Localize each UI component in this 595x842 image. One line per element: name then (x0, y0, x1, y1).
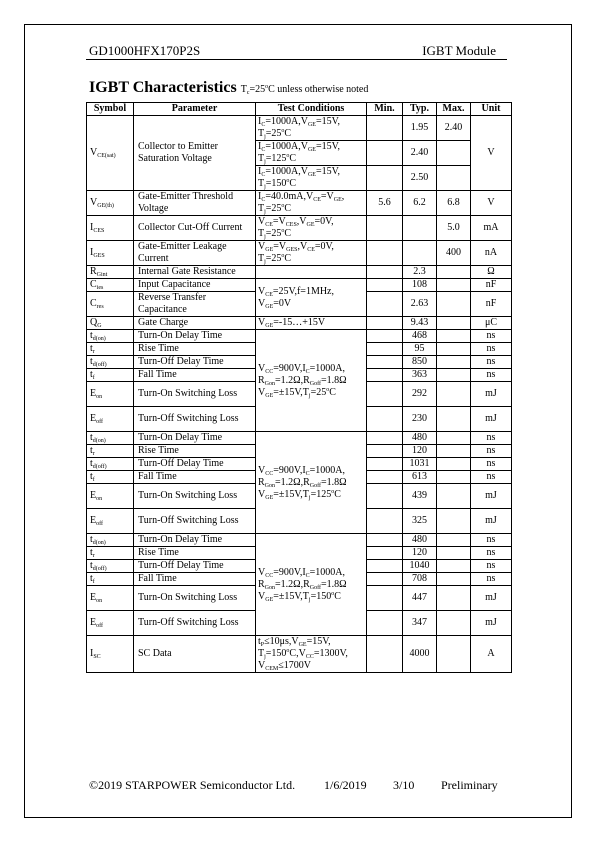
page-header (89, 43, 496, 59)
igbt-characteristics-table (86, 102, 512, 673)
unit-cell: mJ (471, 407, 512, 432)
footer-date: 1/6/2019 (324, 778, 367, 792)
switching-group-150c (87, 534, 512, 636)
unit-cell: ns (471, 445, 512, 458)
unit-cell: mA (471, 216, 512, 241)
symbol-cell: $t_r$ (87, 445, 134, 458)
unit-cell: mJ (471, 611, 512, 636)
min-cell (367, 407, 403, 432)
condition-cell: $V_{CE}=25V,f=1MHz$, $V_{GE}=0V$ (256, 279, 367, 317)
min-cell (367, 116, 403, 141)
unit-cell: V (471, 116, 512, 191)
unit-cell: mJ (471, 484, 512, 509)
parameter-cell: Turn-Off Switching Loss (134, 407, 256, 432)
part-number: GD1000HFX170P2S (89, 43, 201, 58)
min-cell (367, 317, 403, 330)
typ-cell: 1040 (403, 560, 437, 573)
parameter-cell: Turn-On Switching Loss (134, 484, 256, 509)
symbol-cell: $t_{d(off)}$ (87, 356, 134, 369)
condition-cell: $V_{CE}=V_{CES},V_{GE}=0V$, $T_j=25^oC$ (256, 216, 367, 241)
footer-copyright: ©2019 STARPOWER Semiconductor Ltd. (89, 778, 296, 792)
min-cell (367, 369, 403, 382)
min-cell (367, 343, 403, 356)
parameter-cell: Internal Gate Resistance (134, 266, 256, 279)
max-cell (437, 586, 471, 611)
condition-cell: $V_{CC}=900V,I_C=1000A$, $R_{Gon}=1.2\Omega,R_{Goff}=1.8\Omega$ $V_{GE}=\pm 15V,T_j=125^oC$ (256, 432, 367, 534)
parameter-cell: Turn-On Switching Loss (134, 382, 256, 407)
max-cell (437, 484, 471, 509)
typ-cell: 325 (403, 509, 437, 534)
min-cell (367, 292, 403, 317)
typ-cell: 480 (403, 432, 437, 445)
min-cell (367, 586, 403, 611)
condition-cell: $I_C=40.0mA,V_{CE}=V_{GE}$, $T_j=25^oC$ (256, 191, 367, 216)
symbol-cell: $C_{ies}$ (87, 279, 134, 292)
unit-cell: ns (471, 471, 512, 484)
min-cell (367, 279, 403, 292)
typ-cell: 292 (403, 382, 437, 407)
typ-cell: 95 (403, 343, 437, 356)
symbol-cell: $E_{off}$ (87, 407, 134, 432)
min-cell (367, 141, 403, 166)
typ-cell: 439 (403, 484, 437, 509)
typ-cell: 850 (403, 356, 437, 369)
condition-cell: $I_C=1000A,V_{GE}=15V$, $T_j=25^oC$ (256, 116, 367, 141)
table-row (87, 636, 512, 673)
typ-cell: 2.3 (403, 266, 437, 279)
typ-cell: 6.2 (403, 191, 437, 216)
switching-group-25c (87, 330, 512, 432)
unit-cell: ns (471, 369, 512, 382)
parameter-cell: Turn-On Delay Time (134, 432, 256, 445)
condition-cell: $I_C=1000A,V_{GE}=15V$, $T_j=125^oC$ (256, 141, 367, 166)
symbol-cell: $R_{Gint}$ (87, 266, 134, 279)
typ-cell: 120 (403, 547, 437, 560)
min-cell (367, 382, 403, 407)
parameter-cell: Turn-On Switching Loss (134, 586, 256, 611)
typ-cell: 2.50 (403, 166, 437, 191)
min-cell (367, 560, 403, 573)
typ-cell: 468 (403, 330, 437, 343)
max-cell (437, 343, 471, 356)
min-cell (367, 458, 403, 471)
table-row (87, 116, 512, 141)
parameter-cell: Turn-On Delay Time (134, 330, 256, 343)
table-row (87, 279, 512, 292)
symbol-cell: $E_{on}$ (87, 484, 134, 509)
typ-cell (403, 241, 437, 266)
symbol-cell: $Q_G$ (87, 317, 134, 330)
condition-cell: $V_{CC}=900V,I_C=1000A$, $R_{Gon}=1.2\Omega,R_{Goff}=1.8\Omega$ $V_{GE}=\pm 15V,T_j=25^oC$ (256, 330, 367, 432)
min-cell (367, 241, 403, 266)
typ-cell: 2.40 (403, 141, 437, 166)
symbol-cell: $I_{CES}$ (87, 216, 134, 241)
parameter-cell: Gate-Emitter Leakage Current (134, 241, 256, 266)
min-cell (367, 509, 403, 534)
condition-cell: $V_{CC}=900V,I_C=1000A$, $R_{Gon}=1.2\Omega,R_{Goff}=1.8\Omega$ $V_{GE}=\pm 15V,T_j=150^oC$ (256, 534, 367, 636)
typ-cell: 613 (403, 471, 437, 484)
symbol-cell: $t_r$ (87, 343, 134, 356)
min-cell (367, 471, 403, 484)
footer-page-number: 3/10 (393, 778, 415, 792)
symbol-cell: $E_{on}$ (87, 382, 134, 407)
section-title (89, 79, 368, 97)
column-header: Typ. (403, 103, 437, 116)
unit-cell: ns (471, 343, 512, 356)
unit-cell: ns (471, 547, 512, 560)
unit-cell: nF (471, 279, 512, 292)
max-cell (437, 382, 471, 407)
min-cell (367, 166, 403, 191)
max-cell (437, 458, 471, 471)
unit-cell: nF (471, 292, 512, 317)
min-cell (367, 636, 403, 673)
symbol-cell: $t_{d(on)}$ (87, 432, 134, 445)
typ-cell: 363 (403, 369, 437, 382)
symbol-cell: $I_{SC}$ (87, 636, 134, 673)
parameter-cell: Rise Time (134, 343, 256, 356)
header-rule (86, 59, 507, 60)
typ-cell: 120 (403, 445, 437, 458)
min-cell (367, 445, 403, 458)
table-row (87, 241, 512, 266)
max-cell (437, 432, 471, 445)
max-cell (437, 471, 471, 484)
typ-cell (403, 216, 437, 241)
parameter-cell: Gate Charge (134, 317, 256, 330)
unit-cell: V (471, 191, 512, 216)
parameter-cell: Input Capacitance (134, 279, 256, 292)
table-header-row (87, 103, 512, 116)
typ-cell: 447 (403, 586, 437, 611)
parameter-cell: Rise Time (134, 547, 256, 560)
max-cell (437, 166, 471, 191)
max-cell: 400 (437, 241, 471, 266)
max-cell: 6.8 (437, 191, 471, 216)
symbol-cell: $E_{off}$ (87, 611, 134, 636)
typ-cell: 108 (403, 279, 437, 292)
max-cell (437, 369, 471, 382)
switching-group-125c (87, 432, 512, 534)
unit-cell: ns (471, 560, 512, 573)
unit-cell: ns (471, 458, 512, 471)
table-row (87, 191, 512, 216)
min-cell (367, 547, 403, 560)
typ-cell: 1031 (403, 458, 437, 471)
document-type: IGBT Module (422, 43, 496, 58)
column-header: Test Conditions (256, 103, 367, 116)
unit-cell: ns (471, 356, 512, 369)
min-cell (367, 484, 403, 509)
max-cell (437, 534, 471, 547)
min-cell (367, 534, 403, 547)
parameter-cell: Fall Time (134, 573, 256, 586)
min-cell (367, 611, 403, 636)
unit-cell: ns (471, 534, 512, 547)
max-cell (437, 356, 471, 369)
max-cell (437, 279, 471, 292)
table-row (87, 432, 512, 445)
condition-cell: $t_P\le 10\mu s,V_{GE}=15V$, $T_j=150^oC,V_{CC}=1300V$, $V_{CEM}\le 1700V$ (256, 636, 367, 673)
table-row (87, 266, 512, 279)
max-cell (437, 547, 471, 560)
parameter-cell: Reverse Transfer Capacitance (134, 292, 256, 317)
max-cell (437, 407, 471, 432)
unit-cell: A (471, 636, 512, 673)
unit-cell: nA (471, 241, 512, 266)
max-cell (437, 445, 471, 458)
symbol-cell: $t_{d(off)}$ (87, 560, 134, 573)
parameter-cell: Turn-Off Delay Time (134, 560, 256, 573)
footer-status: Preliminary (441, 778, 498, 792)
table-row (87, 330, 512, 343)
condition-cell: $I_C=1000A,V_{GE}=15V$, $T_j=150^oC$ (256, 166, 367, 191)
symbol-cell: $t_r$ (87, 547, 134, 560)
min-cell (367, 432, 403, 445)
min-cell (367, 216, 403, 241)
symbol-cell: $V_{CE(sat)}$ (87, 116, 134, 191)
unit-cell: Ω (471, 266, 512, 279)
table-row (87, 534, 512, 547)
symbol-cell: $t_{d(on)}$ (87, 534, 134, 547)
unit-cell: mJ (471, 382, 512, 407)
symbol-cell: $C_{res}$ (87, 292, 134, 317)
parameter-cell: Rise Time (134, 445, 256, 458)
table-row (87, 317, 512, 330)
typ-cell: 480 (403, 534, 437, 547)
symbol-cell: $E_{on}$ (87, 586, 134, 611)
symbol-cell: $t_f$ (87, 471, 134, 484)
max-cell (437, 636, 471, 673)
column-header: Symbol (87, 103, 134, 116)
typ-cell: 2.63 (403, 292, 437, 317)
symbol-cell: $E_{off}$ (87, 509, 134, 534)
table-row (87, 216, 512, 241)
min-cell: 5.6 (367, 191, 403, 216)
min-cell (367, 356, 403, 369)
symbol-cell: $t_{d(on)}$ (87, 330, 134, 343)
column-header: Unit (471, 103, 512, 116)
section-title-text: IGBT Characteristics (89, 79, 237, 96)
symbol-cell: $t_{d(off)}$ (87, 458, 134, 471)
section-title-note: $T_c=25^oC$ unless otherwise noted (240, 84, 369, 96)
column-header: Max. (437, 103, 471, 116)
symbol-cell: $I_{GES}$ (87, 241, 134, 266)
condition-cell (256, 266, 367, 279)
min-cell (367, 330, 403, 343)
parameter-cell: Collector to Emitter Saturation Voltage (134, 116, 256, 191)
typ-cell: 9.43 (403, 317, 437, 330)
column-header: Parameter (134, 103, 256, 116)
parameter-cell: Turn-Off Delay Time (134, 458, 256, 471)
max-cell (437, 292, 471, 317)
parameter-cell: Collector Cut-Off Current (134, 216, 256, 241)
unit-cell: mJ (471, 509, 512, 534)
typ-cell: 4000 (403, 636, 437, 673)
max-cell (437, 560, 471, 573)
typ-cell: 347 (403, 611, 437, 636)
min-cell (367, 573, 403, 586)
unit-cell: μC (471, 317, 512, 330)
unit-cell: ns (471, 330, 512, 343)
max-cell: 5.0 (437, 216, 471, 241)
unit-cell: ns (471, 432, 512, 445)
max-cell (437, 509, 471, 534)
max-cell (437, 141, 471, 166)
parameter-cell: Gate-Emitter Threshold Voltage (134, 191, 256, 216)
column-header: Min. (367, 103, 403, 116)
typ-cell: 708 (403, 573, 437, 586)
symbol-cell: $t_f$ (87, 573, 134, 586)
parameter-cell: Fall Time (134, 471, 256, 484)
symbol-cell: $V_{GE(th)}$ (87, 191, 134, 216)
max-cell (437, 611, 471, 636)
min-cell (367, 266, 403, 279)
parameter-cell: Fall Time (134, 369, 256, 382)
condition-cell: $V_{GE}=-15\dots+15V$ (256, 317, 367, 330)
parameter-cell: Turn-Off Switching Loss (134, 509, 256, 534)
condition-cell: $V_{GE}=V_{GES},V_{CE}=0V$, $T_j=25^oC$ (256, 241, 367, 266)
max-cell (437, 266, 471, 279)
max-cell (437, 330, 471, 343)
symbol-cell: $t_f$ (87, 369, 134, 382)
unit-cell: mJ (471, 586, 512, 611)
parameter-cell: Turn-On Delay Time (134, 534, 256, 547)
unit-cell: ns (471, 573, 512, 586)
typ-cell: 1.95 (403, 116, 437, 141)
parameter-cell: Turn-Off Delay Time (134, 356, 256, 369)
max-cell (437, 317, 471, 330)
parameter-cell: SC Data (134, 636, 256, 673)
typ-cell: 230 (403, 407, 437, 432)
max-cell (437, 573, 471, 586)
parameter-cell: Turn-Off Switching Loss (134, 611, 256, 636)
max-cell: 2.40 (437, 116, 471, 141)
